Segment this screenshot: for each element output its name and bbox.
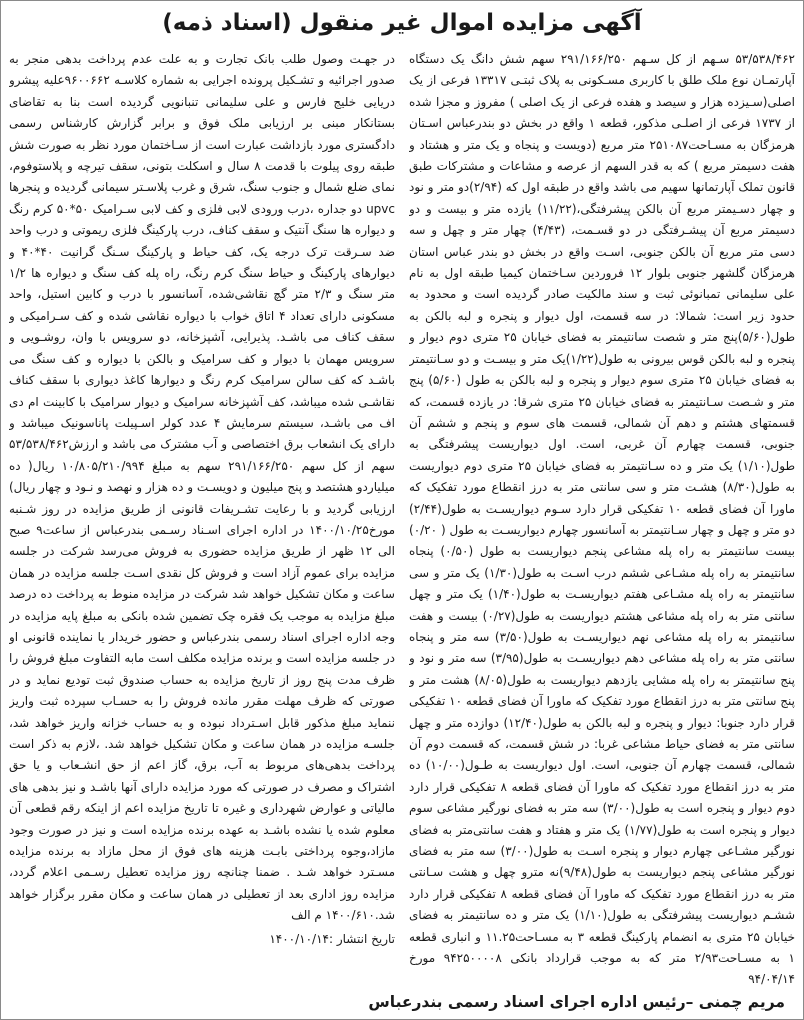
right-column	[409, 49, 795, 1015]
auction-terms-text: در جهـت وصول طلب بانک تجارت و به علت عدم پرداخت بدهی منجر به صدور اجرائیه و تشـکیل پرونده اجرایی به شماره کلاسـه ۹۶۰۰۶۶۲علیه پیشرو دریایی خلیج فارس و علی سلیمانی تنبانویی گردیده است بنا به تقاضای بستانکار مبنی بر ارزیابی ملک فوق و برابر گزارش کارشناس رسمی دادگستری مورد بازداشت عبارت است از سـاختمان مورد نظر به صورت شش طبقه روی پیلوت با قدمت ۸ سال و اسکلت بتونی، سقف تیرچه و پلاستوفوم، نمای ضلع شمال و جنوب سنگ، شرق و غرب پلاسـتر سیمانی گردیده و پنجرها upvc دو جداره ،درب ورودی لابی فلزی و کف لابی سـرامیک ۵۰*۵۰ کرم رنگ و دیواره ها سنگ آنتیک و سقف کناف، درب پارکینگ فلزی ریموتی و درب واحد ضد سـرقت ترک درجه یک، کف حیاط و پارکینگ سـنگ گرانیت ۴۰*۴۰ و دیوارهای پارکینگ و حیاط سنگ کرم رنگ، راه پله کف سنگ و دیواره ها ۱/۲ متر سنگ و ۲/۳ متر گچ نقاشی‌شده، آسانسور با درب و کابین استیل، واحد مسکونی دارای تعداد ۴ اتاق خواب با دیواره نقاشی شده و کف سـرامیکی و سقف کناف می باشـد. پذیرایی، آشپزخانه، دو سرویس با وان، روشـویی و سرویس مهمان با دیوار و کف سرامیک و بالکن با دیواره و کف سنگ می باشـد که کف سالن سرامیک کرم رنگ و دیوارها کاغذ دیواری با سقف کناف نقاشـی شده میباشد، کف آشپزخانه سرامیک و دیوار سرامیک با کابینت ام دی اف می باشـد، سیستم سرمایش ۴ عدد کولر اسـپیلت پاناسونیک میباشد و دارای یک انشعاب برق اختصاصی و آب مشترک می باشد و ارزش۵۳/۵۳۸/۴۶۲ سهم از کل سهم ۲۹۱/۱۶۶/۲۵۰ سهم به مبلغ ۱۰/۸۰۵/۲۱۰/۹۹۴ ریال( ده میلیاردو هشتصد و پنج میلیون و دویسـت و ده هزار و نهصد و نـود و چهار ریال) ارزیابی گردید و با رعایت تشـریفات قانونی از طریق مزایده در روز شـنبه مورخ۱۴۰۰/۱۰/۲۵ در اداره اجرای اسـناد رسـمی بندرعباس از ساعت۹ صبح الی ۱۲ ظهر از طریق مزایده حضوری به فروش می‌رسد شرکت در جلسه مزایده برای عموم آزاد است و فروش کل نقدی اسـت جلسه مزایده در همان ساعت و مکان تشکیل خواهد شد شرکت در مزایده منوط به پرداخت ده درصد مبلغ مزایده به موجب یک فقره چک تضمین شده بانکی به مبلغ پایه مزایده در وجه اداره اجرای اسناد رسمی بندرعباس و حضور خریدار یا نماینده قانونی او در جلسه مزایده است و برنده مزایده مکلف است مابه التفاوت مبلغ فروش را ظرف مدت پنج روز از تاریخ مزایده به حساب صندوق ثبت تودیع نماید و در صورتی که ظرف مهلت مقرر مانده فروش را به حسـاب سپرده ثبت واریز ننماید مبلغ مذکور قابل اسـترداد نبوده و به حساب خزانه واریز خواهد شد، جلسـه مزایده در همان ساعت و مکان تشکیل خواهد شد. ،لازم به ذکر است پرداخت بدهی‌های مربوط به آب، برق، گاز اعم از حق انشـعاب و یا حق اشتراک و مصرف در صورتی که مورد مزایده دارای آنها باشـد و نیز بدهی های مالیاتی و عوارض شهرداری و غیره تا تاریخ مزایده اعم از اینکه رقم قطعی آن معلوم شده یا نشده باشـد به عهده برنده مزایده است و نیز در صورت وجود مازاد،وجوه پرداختی بابـت هزینه های فوق از محل مازاد به برنده مزایده مسـترد خواهد شـد . ضمنا چنانچه روز مزایده تعطیل رسـمی اعلام گردد، مزایده روز اداری بعد از تعطیلی در همان ساعت و مکان مقرر برگزار خواهد شد.۱۴۰۰/۶۱۰ م الف	[9, 52, 395, 923]
left-column	[9, 49, 395, 1015]
publication-date: تاریخ انتشار :۱۴۰۰/۱۰/۱۴	[269, 931, 395, 946]
text-columns	[9, 49, 795, 1015]
property-description-text: ۵۳/۵۳۸/۴۶۲ سـهم از کل سـهم ۲۹۱/۱۶۶/۲۵۰ سهم شش دانگ یک دستگاه آپارتمـان نوع ملک طلق با کاربری مسـکونی به پلاک ثبتـی ۱۳۳۱۷ فرعی از یک اصلی(سـیزده هزار و سیصد و هفده فرعی از یک اصلی ) مفروز و مجزا شده از ۱۷۳۷ فرعی از اصلـی مذکور، قطعه ۱ واقع در بخش دو بندرعباس اسـتان هرمزگان به مسـاحت۲۵۱۰۸۷ متر مربع (دویست و پنجاه و یک متر و هشتاد و هفت دسیمتر مربع ) که به قدر السهم از عرصه و مشاعات و مشترکات طبق قانون تملک آپارتمانها سهیم می باشد واقع در طبقه اول که (۲/۹۴)دو متر و نود و چهار دسـیمتر مربع آن بالکن پیشرفتگی،(۱۱/۲۲) یازده متر و بیست و دو دسیمتر مربع آن پیشـرفتگی در دو قسـمت، (۴/۴۳) چهار متر و چهل و سه دسی متر مربع آن بالکن جنوبی، اسـت واقع در بخش دو بندر عباس استان هرمزگان گلشهر جنوبی بلوار ۱۲ فروردین سـاختمان کیمیا طبقه اول به نام علی سلیمانی تمبانوئی ثبت و سند مالکیت صادر گردیده است و محدود به حدود زیر است: شمالا: در سه قسمت، اول دیوار و پنجره و لبه بالکن به طول(۵/۶۰)پنج متر و شصت سانتیمتر به فضای خیابان ۲۵ متری دوم دیوار و پنجره و لبه بالکن قوس بیرونی به طول(۱/۲۲)یک متر و بیسـت و دو سـانتیمتر به فضای خیابان ۲۵ متری سوم دیوار و پنجره و لبه بالکن به طول (۵/۶۰) پنج متر و شـصت سـانتیمتر به فضای خیابان ۲۵ متری شرقا: در یازده قسمت، که قسمتهای هشتم و دهم آن شمالی، قسمت های سوم و پنجم و ششم آن جنوبی، قسمت چهارم آن غربی، است. اول دیواریست پیشرفتگی به طول(۱/۱۰) یک متر و ده سـانتیمتر به فضای خیابان ۲۵ متری دوم دیواریست به طول(۸/۳۰) هشـت متر و سی سانتی متر به درز انقطاع مورد تفکیک که ماورا آن فضای قطعه ۱۰ تفکیکی قرار دارد سـوم دیواریسـت به طول(۲/۴۴) دو متر و چهل و چهار سـانتیمتر به آسانسور چهارم دیواریسـت به طول ( ۰/۲۰) بیست سانتیمتر به راه پله مشاعی پنجم دیواریست به طول (۰/۵۰) پنجاه سانتیمتر به راه پله مشـاعی ششم درب اسـت به طول(۱/۳۰) یک متر و سی سانتیمتر به راه پله مشـاعی هفتم دیواریسـت به طول(۱/۴۰) یک متر و چهل سانتی متر به راه پله مشاعی هشتم دیواریست به طول(۰/۲۷) بیست و هفت سانتیمتر به راه پله مشاعی نهم دیواریسـت به طول(۳/۵۰) سه متر و پنجاه سانتی متر به راه پله مشاعی دهم دیواریسـت به طول(۳/۹۵) سه متر و نود و پنج سانتیمتر به راه پله مشایی یازدهم دیواریست به طول(۸/۰۵) هشت متر و پنج سانتی متر به درز انقطاع مورد تفکیک که ماورا آن فضای قطعه ۱۰ تفکیکی قرار دارد جنوبا: دیوار و پنجره و لبه بالکن به طول(۱۲/۴۰) دوازده متر و چهل سانتی متر به فضای حیاط مشاعی غربا: در شش قسمت، که قسمت دوم آن شمالی، قسمت چهارم آن جنوبی، است. اول دیواریست به طـول(۱۰/۰۰) ده متر به درز انقطاع مورد تفکیک که ماورا آن فضای قطعه ۸ تفکیکی قرار دارد دوم دیوار و پنجره است به طول(۳/۰۰) سه متر به فضای نورگیر مشاعی سوم دیوار و پنجره است به طول(۱/۷۷) یک متر و هفتاد و هفت سانتی‌متر به فضای نورگیر مشـاعی چهارم دیوار و پنجره اسـت به طول(۳/۰۰) سه متر به فضای نورگیر مشاعی پنجم دیواریست به طول(۹/۴۸)نه مترو چهل و هشت سـانتی متر به درز انقطاع مورد تفکیک که ماورا آن فضای قطعه ۸ تفکیکی قرار دارد ششـم دیواریست پیشرفتگی به طول(۱/۱۰) یک متر و ده سانتیمتر به فضای خیابان ۲۵ متری به انضمام پارکینگ قطعه ۳ به مسـاحت۱۱.۲۵ و انباری قطعه ۱ به مسـاحت۲/۹۳ متر که به موجب قرارداد بانکی ۹۴۲۵۰۰۰۰۸ مورخ ۹۴/۰۴/۱۴	[409, 52, 795, 987]
signature-line: مریم چمنی –رئیس اداره اجرای اسناد رسمی بندرعباس	[368, 993, 785, 1011]
page-title: آگهی مزایده اموال غیر منقول (اسناد ذمه)	[162, 10, 642, 36]
